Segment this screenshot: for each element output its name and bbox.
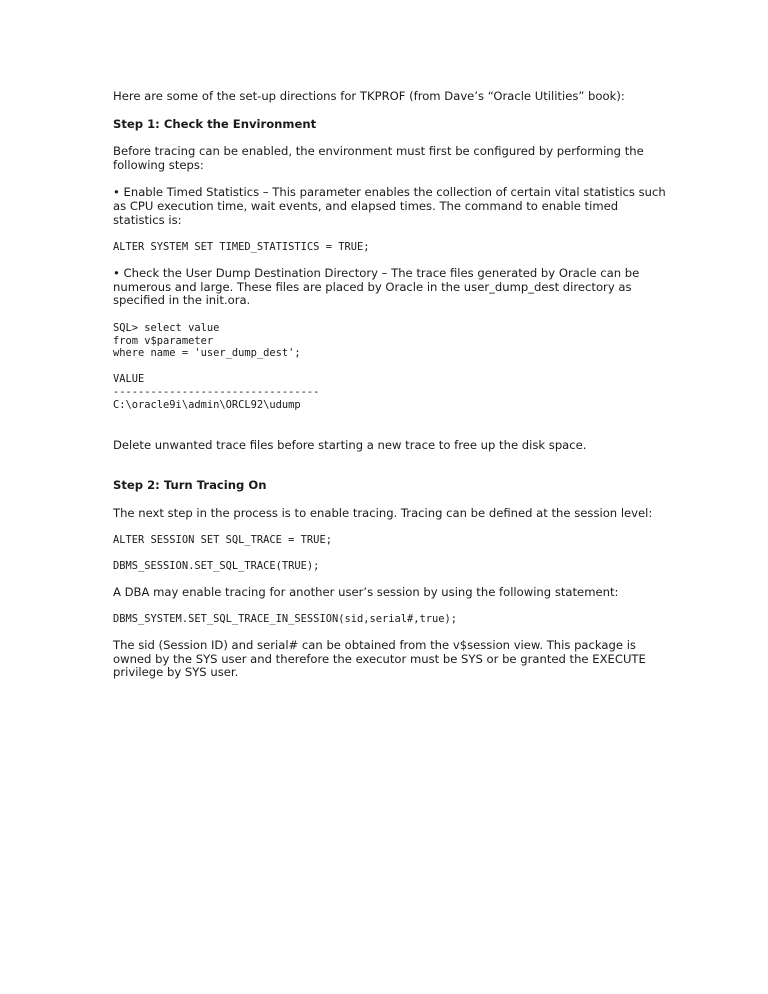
intro-text: Here are some of the set-up directions for TKPROF (from Dave’s “Oracle Utilities” book):	[113, 89, 625, 103]
document-page	[113, 90, 673, 694]
sql-result-line: ---------------------------------	[113, 385, 320, 398]
step1-paragraph: Before tracing can be enabled, the environment must first be configured by performing the following steps:	[113, 144, 648, 172]
sql-query-line: from v$parameter	[113, 334, 214, 347]
dba-paragraph: A DBA may enable tracing for another user’s session by using the following statement:	[113, 584, 619, 599]
code-dbms-session: DBMS_SESSION.SET_SQL_TRACE(TRUE);	[113, 560, 320, 573]
sql-result-line: VALUE	[113, 373, 145, 386]
code-alter-session: ALTER SESSION SET SQL_TRACE = TRUE;	[113, 534, 332, 547]
code-dbms-system: DBMS_SYSTEM.SET_SQL_TRACE_IN_SESSION(sid,serial#,true);	[113, 613, 458, 626]
bullet-timed-statistics: • Enable Timed Statistics – This parameter enables the collection of certain vital statistics such as CPU execution time, wait events, and elapsed times. The command to enable timed statistics is:	[113, 185, 670, 227]
sql-query-block	[113, 322, 673, 360]
step2-heading: Step 2: Turn Tracing On	[113, 478, 267, 493]
step1-heading: Step 1: Check the Environment	[113, 116, 317, 131]
delete-note: Delete unwanted trace files before starting a new trace to free up the disk space.	[113, 437, 587, 452]
sql-result-block	[113, 373, 673, 411]
final-paragraph: The sid (Session ID) and serial# can be obtained from the v$session view. This package is owned by the SYS user and therefore the executor must be SYS or be granted the EXECUTE privilege by SYS user.	[113, 638, 650, 680]
code-alter-system: ALTER SYSTEM SET TIMED_STATISTICS = TRUE;	[113, 241, 370, 254]
bullet-user-dump: • Check the User Dump Destination Directory – The trace files generated by Oracle can be numerous and large. These files are placed by Oracle in the user_dump_dest directory as specified in the init.ora.	[113, 265, 643, 308]
sql-result-line: C:\oracle9i\admin\ORCL92\udump	[113, 398, 301, 411]
sql-query-line: where name = 'user_dump_dest';	[113, 347, 301, 360]
step2-paragraph: The next step in the process is to enable tracing. Tracing can be defined at the session level:	[113, 505, 653, 520]
sql-query-line: SQL> select value	[113, 321, 220, 334]
